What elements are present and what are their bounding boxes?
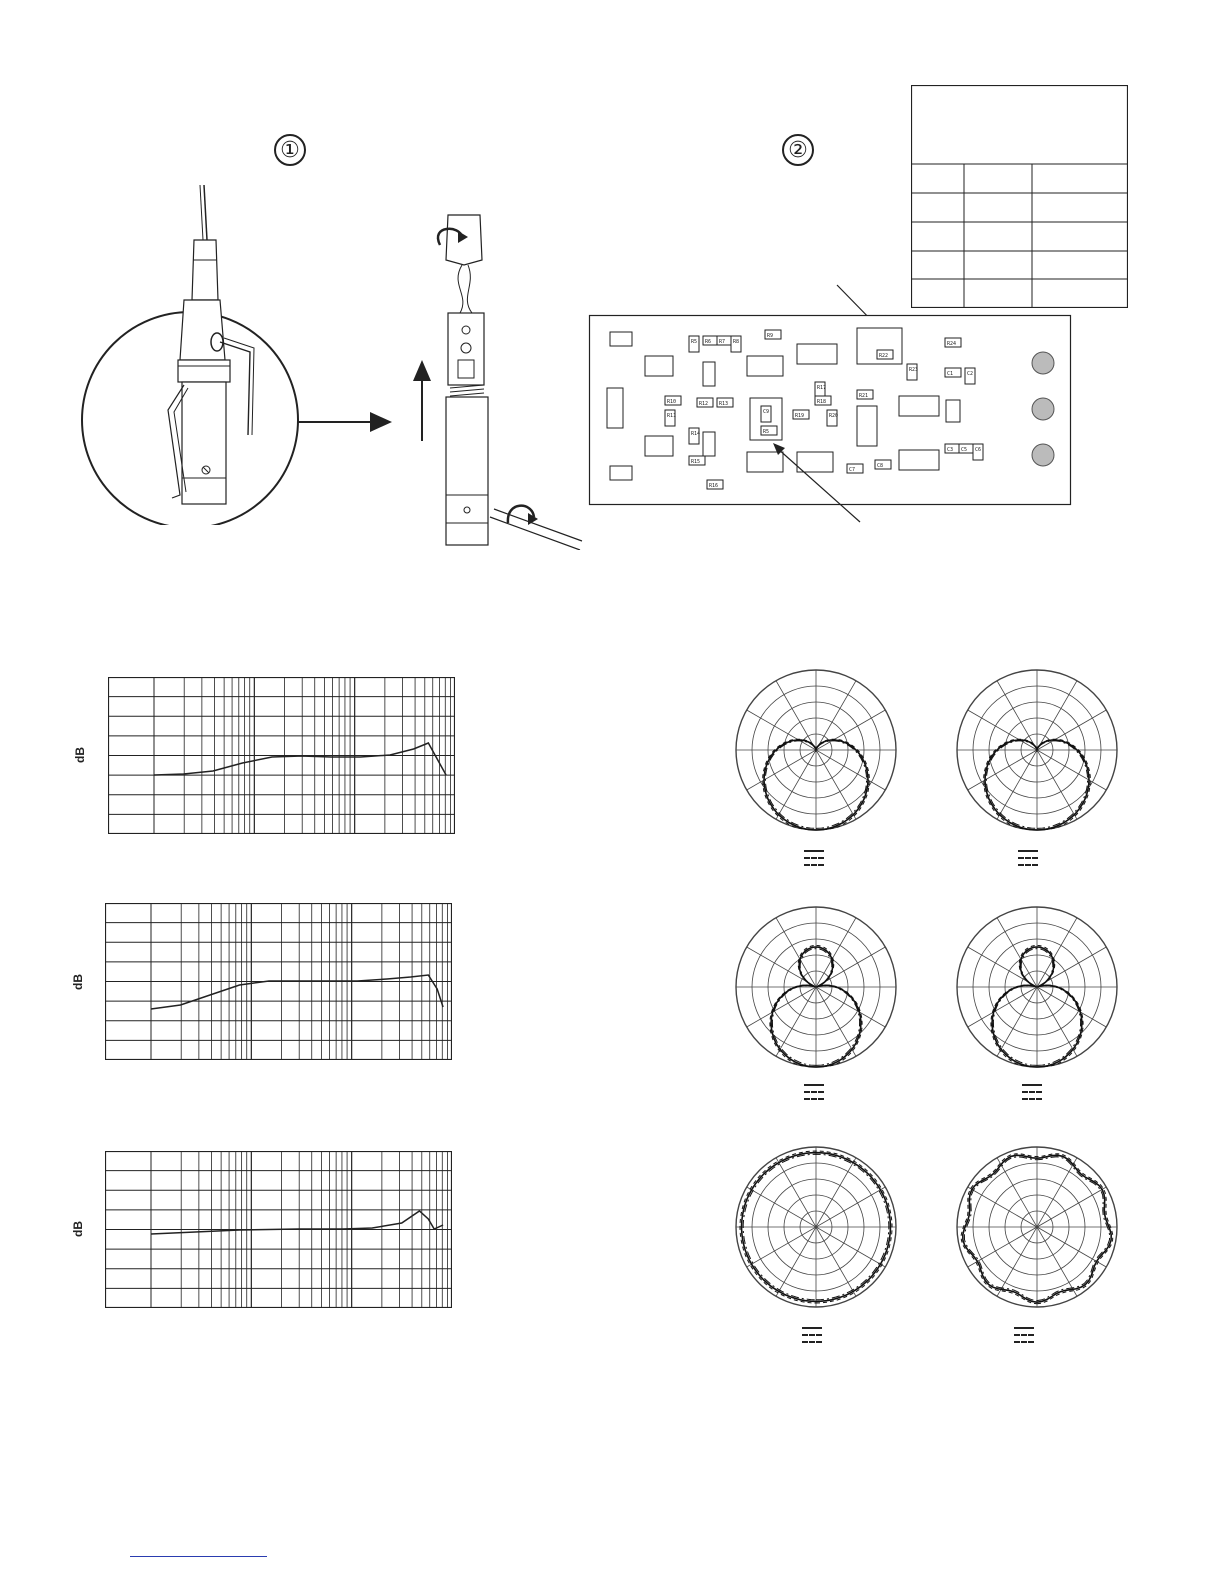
- polar-pattern-6: [955, 1145, 1119, 1309]
- frequency-response-chart-3: [105, 1151, 452, 1308]
- pcb-resistor-label: R7: [719, 339, 726, 345]
- pcb-component: [946, 400, 960, 422]
- microphone-disassembly-illustration: [410, 205, 585, 550]
- pcb-component: [857, 406, 877, 446]
- pcb-component: [645, 356, 673, 376]
- pcb-component: [899, 450, 939, 470]
- footer-link-underline[interactable]: [130, 1556, 267, 1557]
- polar-pattern-5: [734, 1145, 898, 1309]
- pcb-resistor-label: C3: [947, 447, 954, 453]
- pcb-component: [703, 362, 715, 386]
- polar-legend-6: [1014, 1322, 1034, 1348]
- circuit-board-layout: [585, 280, 1075, 525]
- pcb-component: [797, 344, 837, 364]
- pcb-resistor-label: C2: [967, 371, 974, 377]
- pcb-component: [899, 396, 939, 416]
- pcb-component: [747, 356, 783, 376]
- polar-legend-3: [804, 1079, 824, 1105]
- pcb-resistor-label: R19: [795, 413, 805, 419]
- pcb-resistor-label: C1: [947, 371, 954, 377]
- pcb-resistor-label: R16: [709, 483, 719, 489]
- pcb-resistor-label: R9: [767, 333, 774, 339]
- pcb-resistor-label: R13: [719, 401, 729, 407]
- frequency-response-chart-1: [108, 677, 455, 834]
- step-1-number: ①: [274, 134, 306, 166]
- pcb-resistor-label: R6: [705, 339, 712, 345]
- pcb-component: [797, 452, 833, 472]
- pcb-resistor-label: R20: [829, 413, 839, 419]
- pcb-resistor-label: C8: [877, 463, 884, 469]
- arrow-right-icon: [370, 412, 392, 432]
- polar-legend-4: [1022, 1079, 1042, 1105]
- polar-pattern-2: [955, 668, 1119, 832]
- pcb-resistor-label: R11: [667, 413, 677, 419]
- microphone-detail-illustration: [80, 180, 400, 525]
- freq-chart-1-ylabel: dB: [73, 747, 87, 763]
- freq-chart-2-ylabel: dB: [71, 974, 85, 990]
- freq-chart-3-ylabel: dB: [71, 1221, 85, 1237]
- step-2-number: ②: [782, 134, 814, 166]
- pcb-component: [645, 436, 673, 456]
- polar-pattern-3: [734, 905, 898, 1069]
- pcb-component: [610, 332, 632, 346]
- arrow-up-icon: [413, 360, 431, 381]
- polar-legend-5: [802, 1322, 822, 1348]
- pcb-resistor-label: C5: [961, 447, 968, 453]
- pcb-resistor-label: C9: [763, 409, 770, 415]
- pcb-resistor-label: C6: [975, 447, 982, 453]
- pcb-resistor-label: R5: [691, 339, 698, 345]
- pcb-resistor-label: R17: [817, 385, 827, 391]
- polar-legend-1: [804, 845, 824, 871]
- pcb-component: [747, 452, 783, 472]
- frequency-response-chart-2: [105, 903, 452, 1060]
- pcb-resistor-label: R24: [947, 341, 957, 347]
- pcb-resistor-label: R21: [859, 393, 869, 399]
- pcb-resistor-label: R15: [691, 459, 701, 465]
- pcb-component: [607, 388, 623, 428]
- pcb-resistor-label: C7: [849, 467, 856, 473]
- polar-pattern-1: [734, 668, 898, 832]
- pcb-resistor-label: R12: [699, 401, 709, 407]
- pcb-resistor-label: R22: [879, 353, 889, 359]
- pcb-resistor-label: R23: [909, 367, 919, 373]
- pcb-resistor-label: R10: [667, 399, 677, 405]
- pcb-resistor-label: R8: [733, 339, 740, 345]
- resistor-value-table: [911, 85, 1128, 308]
- polar-legend-2: [1018, 845, 1038, 871]
- polar-pattern-4: [955, 905, 1119, 1069]
- pcb-resistor-label: R18: [817, 399, 827, 405]
- pcb-resistor-label: R14: [691, 431, 701, 437]
- pcb-resistor-label: R5: [763, 429, 770, 435]
- pcb-component: [610, 466, 632, 480]
- pcb-component: [703, 432, 715, 456]
